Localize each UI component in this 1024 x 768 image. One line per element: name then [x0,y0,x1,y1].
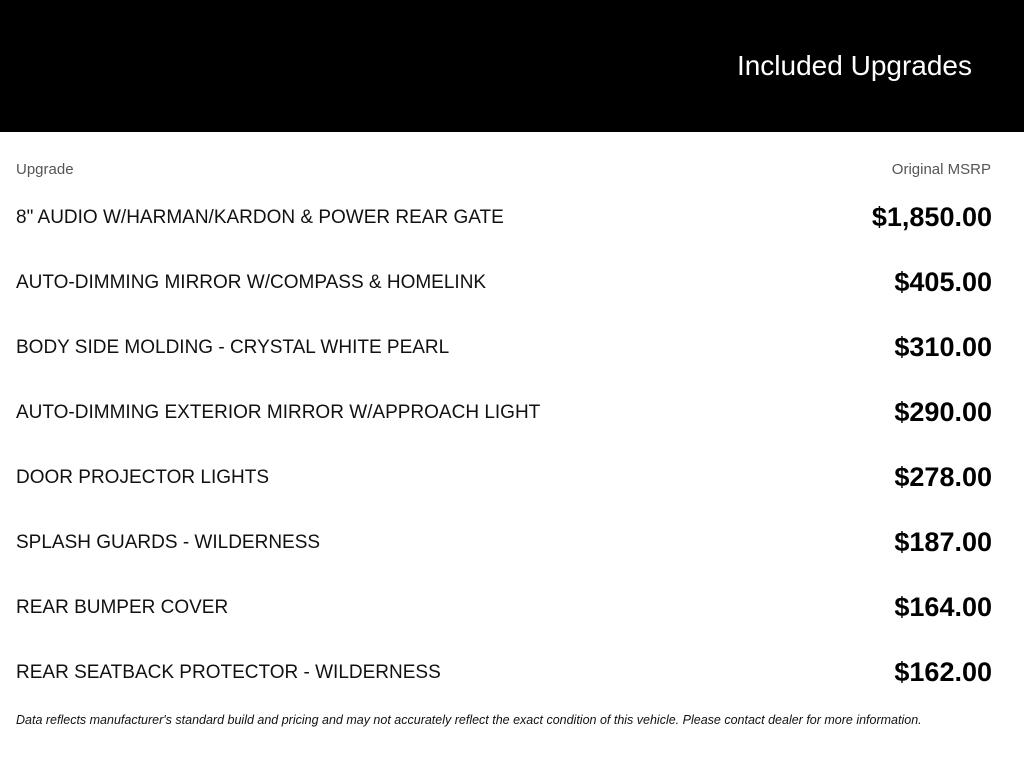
upgrade-row [0,575,1024,640]
upgrade-price: $310.00 [894,332,992,362]
upgrade-price: $1,850.00 [871,202,992,232]
upgrade-name: SPLASH GUARDS - WILDERNESS [16,532,321,553]
upgrade-name: REAR BUMPER COVER [16,597,229,618]
upgrade-price: $162.00 [894,657,992,687]
upgrade-name: 8" AUDIO W/HARMAN/KARDON & POWER REAR GATE [16,207,504,228]
upgrade-row [0,185,1024,250]
disclaimer-text: Data reflects manufacturer's standard build and pricing and may not accurately reflect the exact condition of this vehicle. Please contact dealer for more information. [16,713,922,727]
upgrade-price: $278.00 [894,462,992,492]
upgrade-row [0,445,1024,510]
upgrade-row [0,380,1024,445]
page-title: Included Upgrades [736,50,972,81]
upgrade-row [0,315,1024,380]
upgrade-row [0,250,1024,315]
upgrade-price: $187.00 [894,527,992,557]
upgrade-name: AUTO-DIMMING EXTERIOR MIRROR W/APPROACH LIGHT [16,402,541,423]
upgrade-price: $164.00 [894,592,992,622]
upgrade-name: BODY SIDE MOLDING - CRYSTAL WHITE PEARL [16,337,450,358]
upgrade-price: $290.00 [894,397,992,427]
header-banner [0,0,1024,132]
upgrade-name: AUTO-DIMMING MIRROR W/COMPASS & HOMELINK [16,272,487,293]
column-header-upgrade: Upgrade [16,161,74,178]
upgrade-name: DOOR PROJECTOR LIGHTS [16,467,270,488]
upgrades-list [0,185,1024,705]
column-header-msrp: Original MSRP [891,161,991,178]
upgrade-name: REAR SEATBACK PROTECTOR - WILDERNESS [16,662,441,683]
upgrade-price: $405.00 [894,267,992,297]
upgrade-row [0,640,1024,705]
upgrade-row [0,510,1024,575]
